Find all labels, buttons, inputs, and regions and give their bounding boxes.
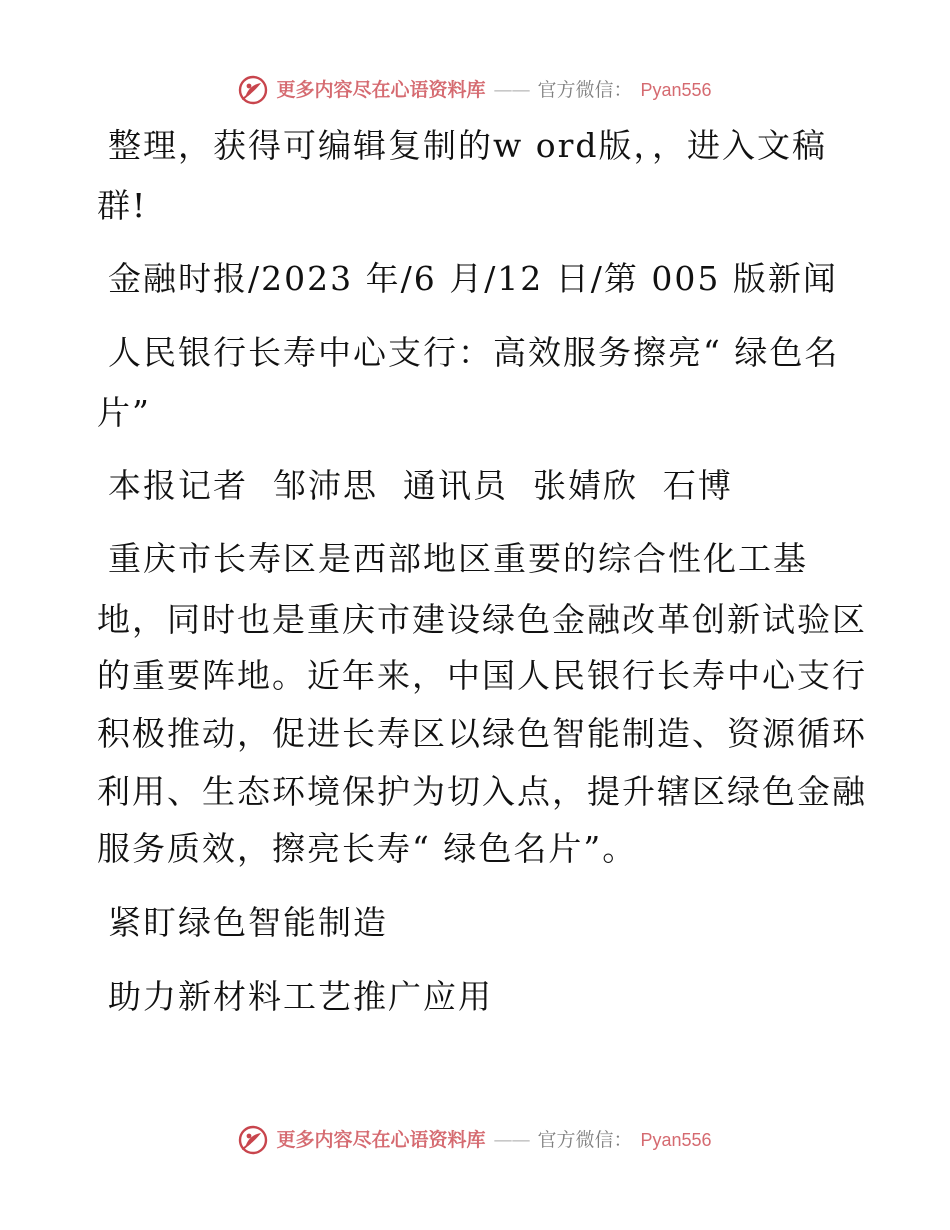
watermark-wechat-id: Pyan556 (640, 1130, 712, 1150)
watermark-dash: —— (493, 1129, 530, 1151)
body-line: 积极推动，促进长寿区以绿色智能制造、资源循环 (97, 714, 867, 753)
article-title-continued: 片” (97, 393, 151, 432)
body-line: 整理，获得可编辑复制的w ord版，，进入文稿 (108, 126, 828, 165)
byline: 本报记者 邹沛思 通讯员 张婧欣 石博 (108, 466, 733, 505)
watermark-dash: —— (493, 79, 530, 101)
footer-watermark (0, 1122, 950, 1158)
watermark-official-label: 官方微信： (537, 1129, 633, 1151)
section-heading: 助力新材料工艺推广应用 (108, 977, 493, 1016)
source-line: 金融时报/2023 年/6 月/12 日/第 005 版新闻 (108, 259, 838, 298)
watermark-wechat-id: Pyan556 (640, 80, 712, 100)
body-line: 群! (97, 186, 148, 225)
brand-logo-icon (238, 1125, 268, 1155)
watermark-brand-text: 更多内容尽在心语资料库 (276, 1129, 486, 1151)
watermark-brand-text: 更多内容尽在心语资料库 (276, 79, 486, 101)
body-line: 服务质效，擦亮长寿“ 绿色名片”。 (97, 829, 638, 868)
body-line: 的重要阵地。近年来，中国人民银行长寿中心支行 (97, 656, 867, 695)
watermark-official-label: 官方微信： (537, 79, 633, 101)
section-heading: 紧盯绿色智能制造 (108, 903, 388, 942)
body-line: 地，同时也是重庆市建设绿色金融改革创新试验区 (97, 600, 867, 639)
body-line: 利用、生态环境保护为切入点，提升辖区绿色金融 (97, 772, 867, 811)
article-title: 人民银行长寿中心支行：高效服务擦亮“ 绿色名 (108, 333, 840, 372)
body-line: 重庆市长寿区是西部地区重要的综合性化工基 (108, 539, 808, 578)
